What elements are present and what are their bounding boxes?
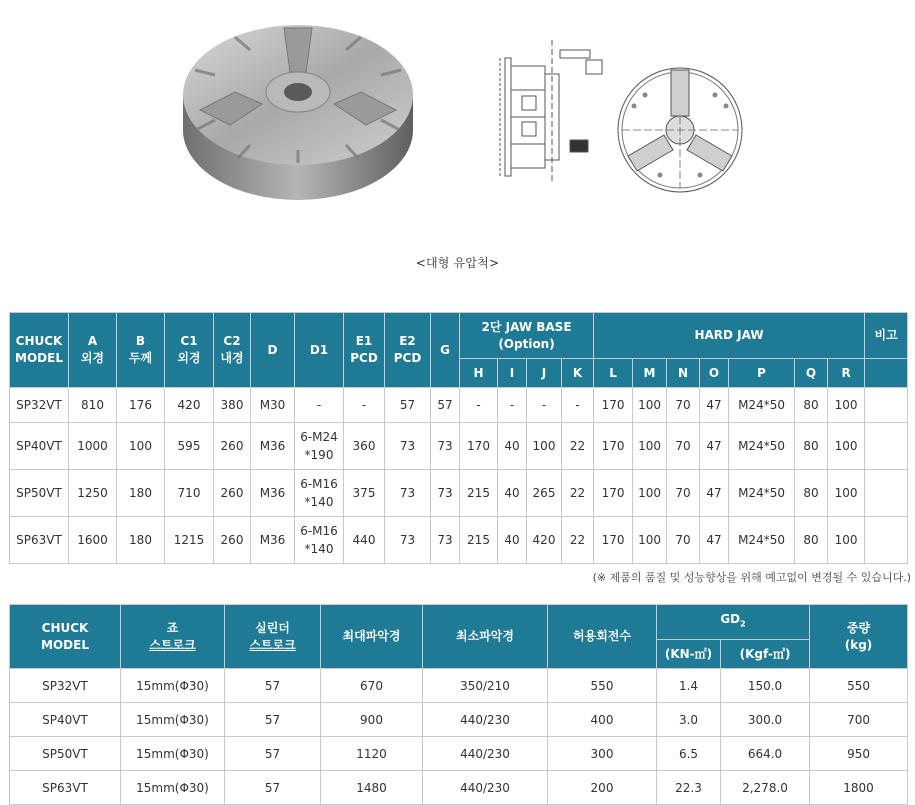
cell-max-grip: 670 xyxy=(321,669,423,703)
cell-n: 70 xyxy=(667,517,700,564)
cell-i: 40 xyxy=(498,470,527,517)
cell-c2: 380 xyxy=(214,388,251,423)
header-g: G xyxy=(431,313,460,388)
cell-b: 100 xyxy=(117,423,165,470)
header-d1: D1 xyxy=(295,313,344,388)
cell-q: 80 xyxy=(795,470,828,517)
cell-o: 47 xyxy=(700,423,729,470)
header-remark: 비고 xyxy=(865,313,908,359)
table-row xyxy=(10,517,908,564)
header-gd-kgf: (Kgf-㎡) xyxy=(721,640,810,669)
cell-gd-kn: 3.0 xyxy=(657,703,721,737)
header-hard-jaw: HARD JAW xyxy=(594,313,865,359)
cell-i: 40 xyxy=(498,517,527,564)
cell-e2: 73 xyxy=(385,517,431,564)
header-h: H xyxy=(460,359,498,388)
cell-max-grip: 1480 xyxy=(321,771,423,805)
cell-gd-kn: 22.3 xyxy=(657,771,721,805)
header-remark-sub xyxy=(865,359,908,388)
cell-e1: 375 xyxy=(344,470,385,517)
cell-d1: - xyxy=(295,388,344,423)
cell-d: M36 xyxy=(251,423,295,470)
cell-cylinder-stroke: 57 xyxy=(225,669,321,703)
cell-r: 100 xyxy=(828,470,865,517)
cell-gd-kn: 1.4 xyxy=(657,669,721,703)
header-m: M xyxy=(633,359,667,388)
cell-q: 80 xyxy=(795,423,828,470)
cell-k: - xyxy=(562,388,594,423)
cell-remark xyxy=(865,388,908,423)
cell-o: 47 xyxy=(700,388,729,423)
cell-gd-kn: 6.5 xyxy=(657,737,721,771)
performance-table xyxy=(9,604,908,805)
table-row xyxy=(10,388,908,423)
cell-p: M24*50 xyxy=(729,470,795,517)
cell-n: 70 xyxy=(667,423,700,470)
header-o: O xyxy=(700,359,729,388)
cell-model: SP50VT xyxy=(10,470,69,517)
cell-a: 1000 xyxy=(69,423,117,470)
cell-d: M36 xyxy=(251,517,295,564)
header-model: CHUCK MODEL xyxy=(10,605,121,669)
cell-gd-kgf: 300.0 xyxy=(721,703,810,737)
cell-c1: 710 xyxy=(165,470,214,517)
cell-remark xyxy=(865,423,908,470)
header-q: Q xyxy=(795,359,828,388)
cell-m: 100 xyxy=(633,388,667,423)
cell-max-grip: 1120 xyxy=(321,737,423,771)
cell-jaw-stroke: 15mm(Φ30) xyxy=(121,669,225,703)
header-j: J xyxy=(527,359,562,388)
cell-a: 1250 xyxy=(69,470,117,517)
cell-q: 80 xyxy=(795,517,828,564)
header-d: D xyxy=(251,313,295,388)
header-cylinder-stroke: 실린더 스트로크 xyxy=(225,605,321,669)
header-model: CHUCK MODEL xyxy=(10,313,69,388)
header-jaw-base: 2단 JAW BASE (Option) xyxy=(460,313,594,359)
cell-g: 73 xyxy=(431,517,460,564)
cell-a: 1600 xyxy=(69,517,117,564)
cell-e1: 360 xyxy=(344,423,385,470)
cell-n: 70 xyxy=(667,388,700,423)
cell-jaw-stroke: 15mm(Φ30) xyxy=(121,771,225,805)
cell-h: 215 xyxy=(460,470,498,517)
cell-model: SP40VT xyxy=(10,423,69,470)
cell-min-grip: 440/230 xyxy=(423,771,548,805)
cell-i: - xyxy=(498,388,527,423)
cell-b: 180 xyxy=(117,470,165,517)
header-min-grip: 최소파악경 xyxy=(423,605,548,669)
cell-g: 57 xyxy=(431,388,460,423)
cell-r: 100 xyxy=(828,388,865,423)
header-i: I xyxy=(498,359,527,388)
header-a: A 외경 xyxy=(69,313,117,388)
cell-jaw-stroke: 15mm(Φ30) xyxy=(121,737,225,771)
cell-d1: 6-M16 *140 xyxy=(295,517,344,564)
cell-m: 100 xyxy=(633,423,667,470)
cell-weight: 550 xyxy=(810,669,908,703)
cell-e2: 73 xyxy=(385,423,431,470)
cell-remark xyxy=(865,470,908,517)
cell-min-grip: 440/230 xyxy=(423,737,548,771)
cell-weight: 950 xyxy=(810,737,908,771)
spec-table xyxy=(9,312,908,564)
cell-rpm: 550 xyxy=(548,669,657,703)
cell-k: 22 xyxy=(562,470,594,517)
chuck-side-drawing xyxy=(500,40,602,182)
header-b: B 두께 xyxy=(117,313,165,388)
cell-rpm: 200 xyxy=(548,771,657,805)
cell-min-grip: 350/210 xyxy=(423,669,548,703)
cell-g: 73 xyxy=(431,470,460,517)
cell-e2: 73 xyxy=(385,470,431,517)
cell-d1: 6-M16 *140 xyxy=(295,470,344,517)
cell-i: 40 xyxy=(498,423,527,470)
product-figures xyxy=(0,0,915,250)
header-c2: C2 내경 xyxy=(214,313,251,388)
header-weight: 중량 (kg) xyxy=(810,605,908,669)
cell-p: M24*50 xyxy=(729,517,795,564)
cell-min-grip: 440/230 xyxy=(423,703,548,737)
chuck-photo xyxy=(183,25,413,200)
cell-c1: 1215 xyxy=(165,517,214,564)
cell-m: 100 xyxy=(633,470,667,517)
table-row xyxy=(10,669,908,703)
cell-cylinder-stroke: 57 xyxy=(225,771,321,805)
header-max-grip: 최대파악경 xyxy=(321,605,423,669)
cell-c2: 260 xyxy=(214,423,251,470)
header-c1: C1 외경 xyxy=(165,313,214,388)
cell-b: 176 xyxy=(117,388,165,423)
cell-model: SP32VT xyxy=(10,669,121,703)
cell-b: 180 xyxy=(117,517,165,564)
cell-remark xyxy=(865,517,908,564)
cell-h: 170 xyxy=(460,423,498,470)
header-r: R xyxy=(828,359,865,388)
cell-e1: 440 xyxy=(344,517,385,564)
cell-q: 80 xyxy=(795,388,828,423)
cell-k: 22 xyxy=(562,517,594,564)
cell-o: 47 xyxy=(700,517,729,564)
cell-gd-kgf: 2,278.0 xyxy=(721,771,810,805)
cell-max-grip: 900 xyxy=(321,703,423,737)
header-rpm: 허용회전수 xyxy=(548,605,657,669)
cell-a: 810 xyxy=(69,388,117,423)
table-row xyxy=(10,703,908,737)
cell-model: SP32VT xyxy=(10,388,69,423)
header-n: N xyxy=(667,359,700,388)
cell-c2: 260 xyxy=(214,517,251,564)
cell-n: 70 xyxy=(667,470,700,517)
cell-d: M30 xyxy=(251,388,295,423)
cell-c1: 420 xyxy=(165,388,214,423)
figure-caption: <대형 유압척> xyxy=(415,256,500,270)
cell-j: 420 xyxy=(527,517,562,564)
cell-model: SP63VT xyxy=(10,771,121,805)
cell-k: 22 xyxy=(562,423,594,470)
cell-model: SP50VT xyxy=(10,737,121,771)
cell-l: 170 xyxy=(594,517,633,564)
chuck-front-drawing xyxy=(618,68,742,192)
header-l: L xyxy=(594,359,633,388)
cell-j: 100 xyxy=(527,423,562,470)
cell-rpm: 400 xyxy=(548,703,657,737)
cell-r: 100 xyxy=(828,423,865,470)
chuck-illustrations xyxy=(0,0,915,250)
cell-weight: 700 xyxy=(810,703,908,737)
table-row xyxy=(10,737,908,771)
cell-j: - xyxy=(527,388,562,423)
header-e2: E2 PCD xyxy=(385,313,431,388)
cell-d1: 6-M24 *190 xyxy=(295,423,344,470)
cell-d: M36 xyxy=(251,470,295,517)
cell-l: 170 xyxy=(594,423,633,470)
cell-l: 170 xyxy=(594,470,633,517)
cell-model: SP40VT xyxy=(10,703,121,737)
cell-g: 73 xyxy=(431,423,460,470)
cell-p: M24*50 xyxy=(729,388,795,423)
header-jaw-stroke: 죠 스트로크 xyxy=(121,605,225,669)
change-notice: (※ 제품의 품질 및 성능향상을 위해 예고없이 변경될 수 있습니다.) xyxy=(592,571,911,584)
cell-e1: - xyxy=(344,388,385,423)
cell-weight: 1800 xyxy=(810,771,908,805)
cell-e2: 57 xyxy=(385,388,431,423)
cell-c2: 260 xyxy=(214,470,251,517)
cell-cylinder-stroke: 57 xyxy=(225,737,321,771)
cell-gd-kgf: 150.0 xyxy=(721,669,810,703)
header-p: P xyxy=(729,359,795,388)
table-row xyxy=(10,771,908,805)
cell-m: 100 xyxy=(633,517,667,564)
cell-rpm: 300 xyxy=(548,737,657,771)
cell-jaw-stroke: 15mm(Φ30) xyxy=(121,703,225,737)
table-row xyxy=(10,470,908,517)
cell-j: 265 xyxy=(527,470,562,517)
cell-model: SP63VT xyxy=(10,517,69,564)
header-gd: $GD_2$ xyxy=(657,605,810,640)
cell-r: 100 xyxy=(828,517,865,564)
cell-cylinder-stroke: 57 xyxy=(225,703,321,737)
header-gd-kn: (KN-㎡) xyxy=(657,640,721,669)
cell-o: 47 xyxy=(700,470,729,517)
cell-h: 215 xyxy=(460,517,498,564)
table-row xyxy=(10,423,908,470)
header-e1: E1 PCD xyxy=(344,313,385,388)
cell-l: 170 xyxy=(594,388,633,423)
header-k: K xyxy=(562,359,594,388)
cell-p: M24*50 xyxy=(729,423,795,470)
cell-c1: 595 xyxy=(165,423,214,470)
cell-gd-kgf: 664.0 xyxy=(721,737,810,771)
cell-h: - xyxy=(460,388,498,423)
